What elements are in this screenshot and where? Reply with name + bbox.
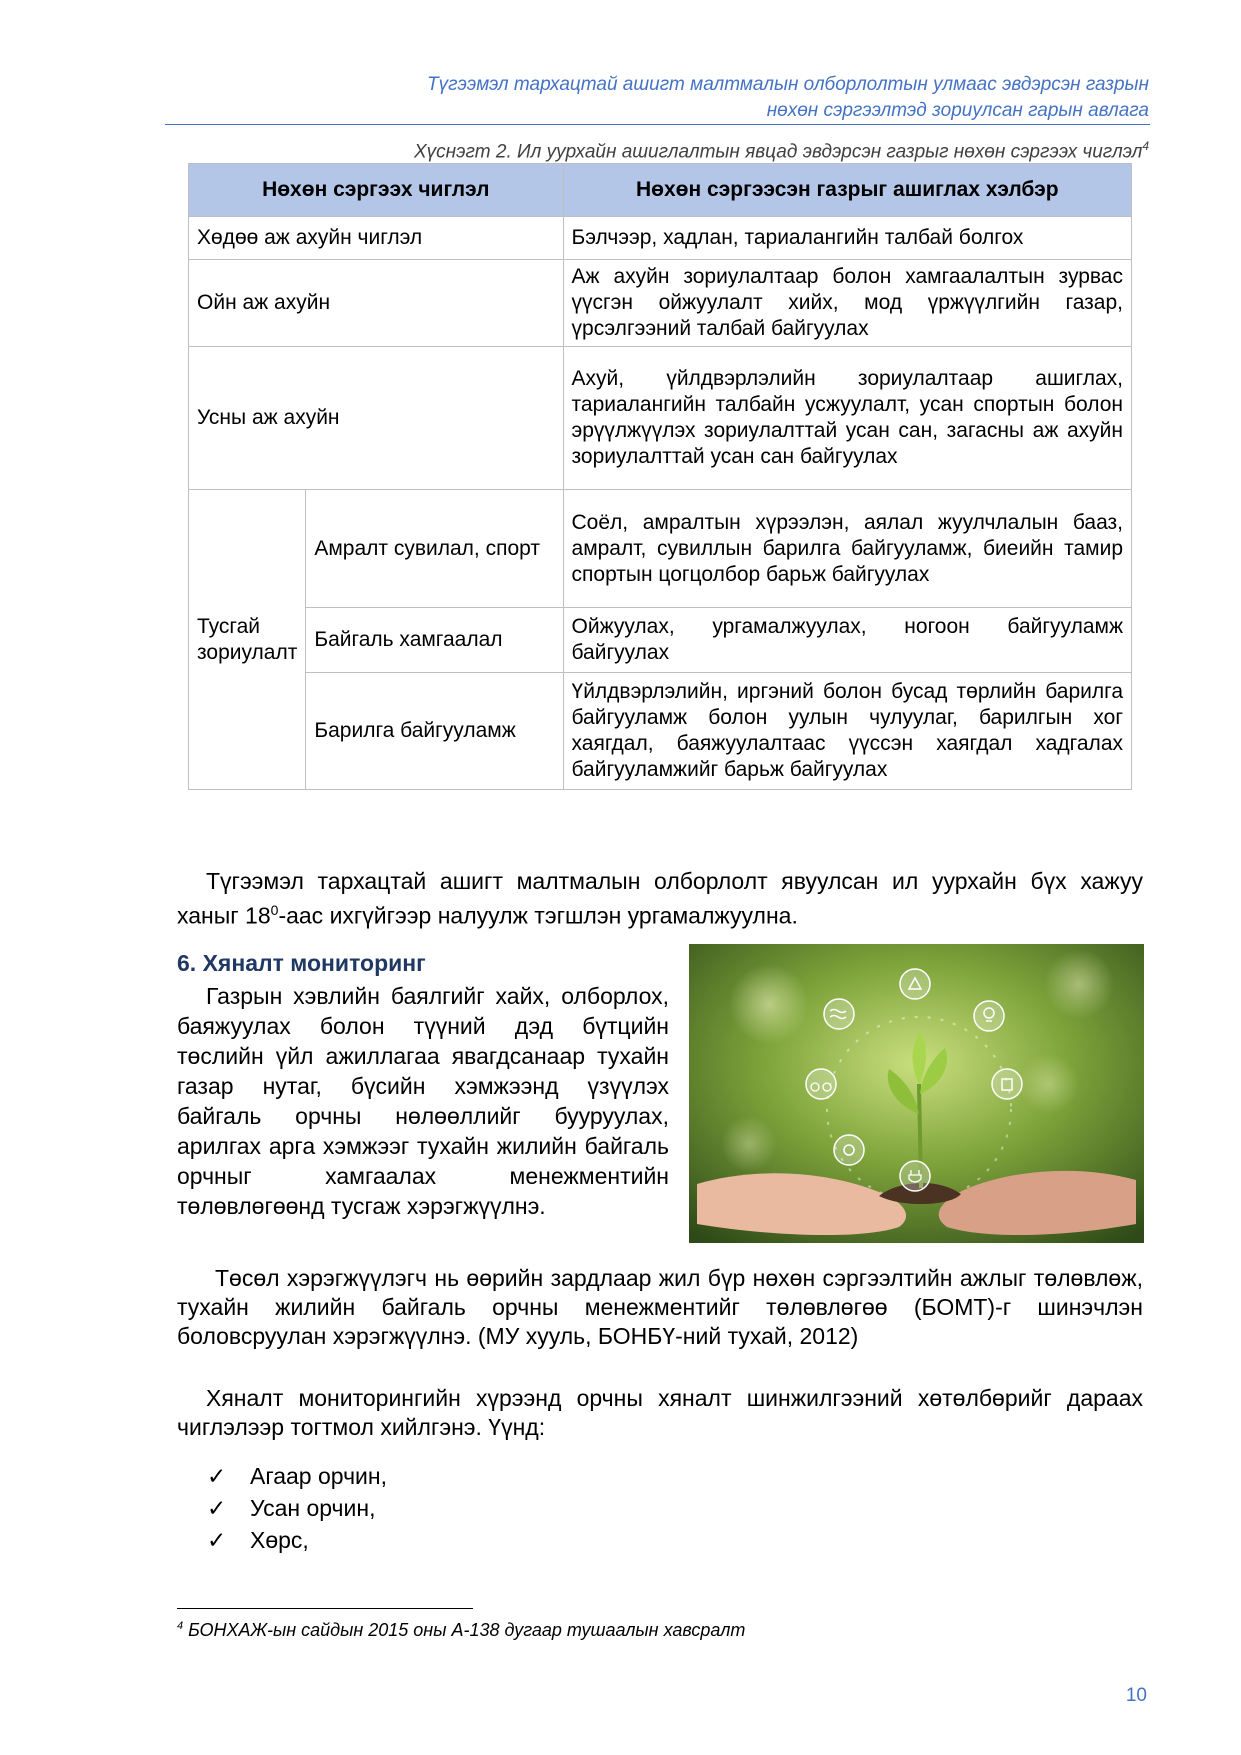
- running-header-line2: нөхөн сэргээлтэд зориулсан гарын авлага: [766, 100, 1149, 121]
- list-item: [207, 1524, 387, 1556]
- running-header-line1: Түгээмэл тархацтай ашигт малтмалын олборлолтын улмаас эвдэрсэн газрын: [427, 74, 1149, 95]
- recycle-icon: [900, 969, 930, 999]
- table-caption-text: Хүснэгт 2. Ил уурхайн ашиглалтын явцад эвдэрсэн газрыг нөхөн сэргээх чиглэл: [413, 141, 1143, 163]
- page-number: 10: [1125, 1685, 1147, 1706]
- use-cell: Үйлдвэрлэлийн, иргэний болон бусад төрлийн барилга байгууламж болон уулын чулуулаг, барилгын хог хаягдал, баяжуулалтаас үүссэн хаягдал хадгалах байгууламжийг барьж байгуулах: [563, 673, 1131, 790]
- use-cell: Ойжуулах, ургамалжуулах, ногоон байгууламж байгуулах: [563, 608, 1131, 673]
- use-cell: Соёл, амралтын хүрээлэн, аялал жуулчлалын бааз, амралт, сувиллын барилга байгууламж, биеийн тамир спортын цогцолбор барьж байгуулах: [563, 490, 1131, 608]
- table-caption-footnote-ref: 4: [1142, 139, 1149, 153]
- direction-cell: Ойн аж ахуйн: [189, 260, 564, 347]
- use-cell: Аж ахуйн зориулалтаар болон хамгаалалтын зурвас үүсгэн ойжуулалт хийх, мод үржүүлгийн газар, үрсэлгээний талбай байгуулах: [563, 260, 1131, 347]
- slope-text-before: Түгээмэл тархацтай ашигт малтмалын олборлолт явуулсан ил уурхайн бүх хажуу ханыг 18: [177, 868, 1143, 929]
- sun-icon: [834, 1135, 864, 1165]
- list-item-label: Агаар орчин,: [250, 1463, 387, 1489]
- table-header-row: [189, 164, 1132, 217]
- header-direction: Нөхөн сэргээх чиглэл: [189, 164, 564, 217]
- list-item-label: Хөрс,: [250, 1527, 309, 1553]
- footnote-separator: [177, 1608, 473, 1609]
- list-item: [207, 1460, 387, 1492]
- use-cell: Ахуй, үйлдвэрлэлийн зориулалтаар ашиглах, тариалангийн талбайн усжуулалт, усан спортын болон эрүүлжүүлэх зориулалттай усан сан, загасны аж ахуйн зориулалттай усан сан байгуулах: [563, 347, 1131, 490]
- table-row: [189, 217, 1132, 260]
- table-row: [189, 490, 1132, 608]
- plug-icon: [900, 1161, 930, 1191]
- monitoring-paragraph-1: Газрын хэвлийн баялгийг хайх, олборлох, баяжуулах болон түүний дэд бүтцийн төслийн үйл ажиллагаа явагдсанаар тухайн газар нутаг, бүсийн хэмжээнд үзүүлэх байгаль орчны нөлөөллийг бууруулах, арилгах арга хэмжээг тухайн жилийн байгаль орчныг хамгаалах менежментийн төлөвлөгөөнд тусгаж хэрэгжүүлнэ.: [177, 983, 669, 1219]
- checkmark-icon: ✓: [207, 1527, 227, 1553]
- table-row: [189, 347, 1132, 490]
- direction-cell: Хөдөө аж ахуйн чиглэл: [189, 217, 564, 260]
- table-caption: [414, 139, 1149, 163]
- footnote-number: 4: [177, 1620, 184, 1632]
- footnote-text: БОНХАЖ-ын сайдын 2015 оны А-138 дугаар тушаалын хавсралт: [183, 1620, 746, 1640]
- list-item: [207, 1492, 387, 1524]
- table-row: [189, 260, 1132, 347]
- lightbulb-icon: [974, 1001, 1004, 1031]
- restoration-table: [188, 163, 1132, 790]
- checkmark-icon: ✓: [207, 1463, 227, 1489]
- table-row: [189, 608, 1132, 673]
- header-rule: [165, 124, 1150, 125]
- checkmark-icon: ✓: [207, 1495, 227, 1521]
- hands-holding-seedling-photo: [689, 944, 1144, 1243]
- direction-cell: Байгаль хамгаалал: [306, 608, 563, 673]
- bicycle-icon: [806, 1069, 836, 1099]
- use-cell: Бэлчээр, хадлан, тариалангийн талбай болгох: [563, 217, 1131, 260]
- direction-cell: Амралт сувилал, спорт: [306, 490, 563, 608]
- monitoring-checklist: [207, 1460, 387, 1556]
- list-item-label: Усан орчин,: [250, 1495, 376, 1521]
- trash-bin-icon: [992, 1069, 1022, 1099]
- header-use: Нөхөн сэргээсэн газрыг ашиглах хэлбэр: [563, 164, 1131, 217]
- slope-text-after: -аас ихгүйгээр налуулж тэгшлэн ургамалжуулна.: [278, 902, 798, 929]
- table-row: [189, 673, 1132, 790]
- direction-cell: Барилга байгууламж: [306, 673, 563, 790]
- monitoring-paragraph-2: Төсөл хэрэгжүүлэгч нь өөрийн зардлаар жил бүр нөхөн сэргээлтийн ажлыг төлөвлөж, тухайн жилийн байгаль орчны менежментийг төлөвлөгөө (БОМТ)-г шинэчлэн боловсруулан хэрэгжүүлнэ. (МУ хууль, БОНБҮ-ний тухай, 2012): [177, 1265, 1143, 1349]
- water-waves-icon: [824, 999, 854, 1029]
- slope-paragraph: [177, 867, 1143, 931]
- degree-superscript: 0: [270, 902, 279, 918]
- monitoring-paragraph-3: Хяналт мониторингийн хүрээнд орчны хяналт шинжилгээний хөтөлбөрийг дараах чиглэлээр тогтмол хийлгэнэ. Үүнд:: [177, 1385, 1143, 1440]
- direction-cell: Усны аж ахуйн: [189, 347, 564, 490]
- footnote: [177, 1620, 745, 1641]
- special-purpose-cell: Тусгай зориулалт: [189, 490, 306, 790]
- section-heading-monitoring: 6. Хяналт мониторинг: [177, 950, 426, 976]
